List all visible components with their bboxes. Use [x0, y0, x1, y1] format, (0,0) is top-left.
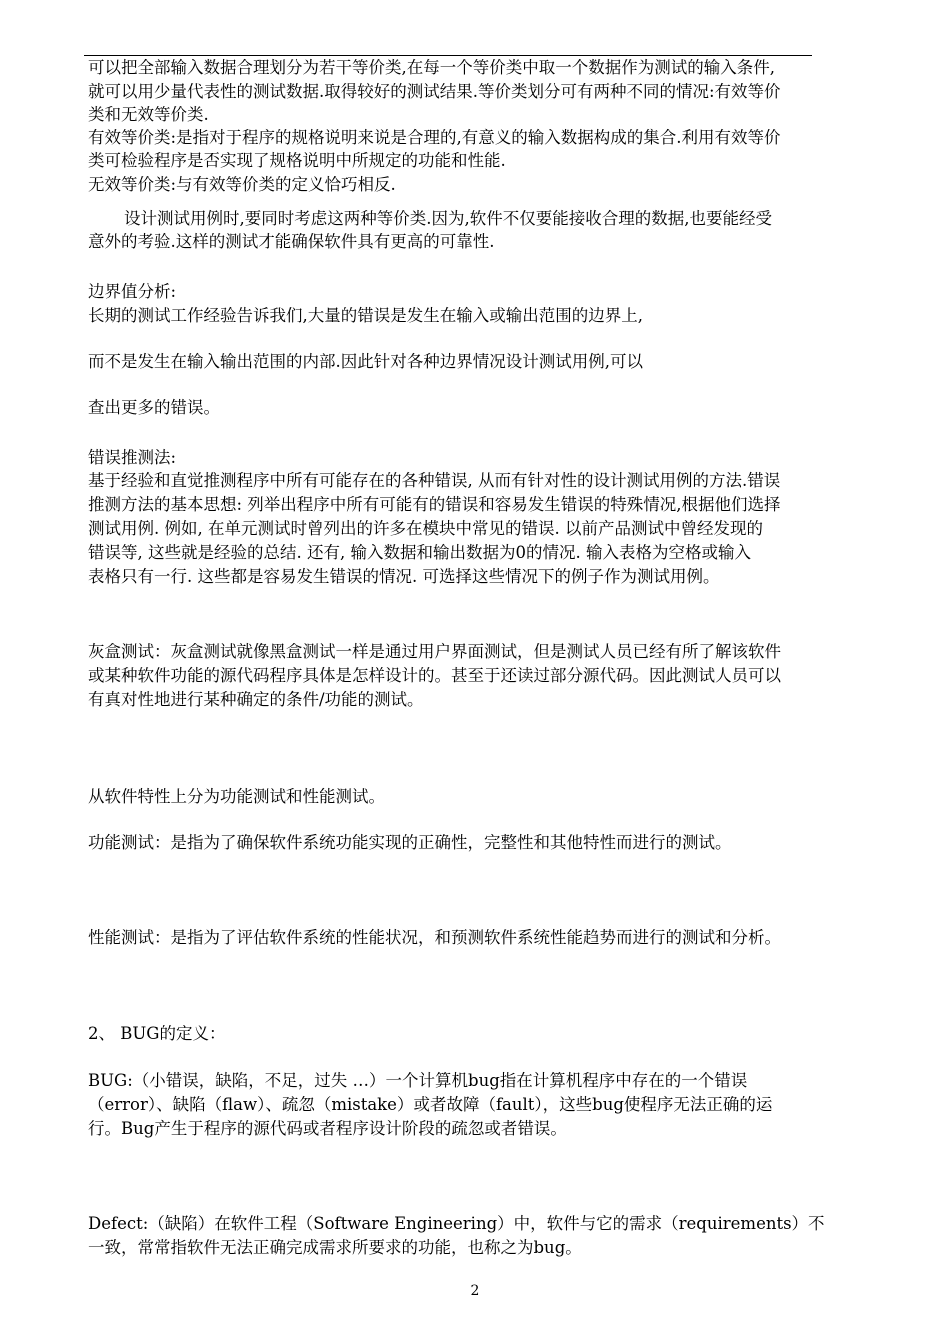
text-line: 灰盒测试：灰盒测试就像黑盒测试一样是通过用户界面测试，但是测试人员已经有所了解该软件: [88, 642, 781, 661]
text-line: 性能测试：是指为了评估软件系统的性能状况，和预测软件系统性能趋势而进行的测试和分析。: [88, 928, 781, 947]
text-line: 类和无效等价类.: [88, 105, 209, 124]
header-rule: [84, 55, 812, 56]
text-line: 从软件特性上分为功能测试和性能测试。: [88, 787, 385, 806]
text-line: 意外的考验.这样的测试才能确保软件具有更高的可靠性.: [88, 232, 495, 251]
text-line: 推测方法的基本思想: 列举出程序中所有可能有的错误和容易发生错误的特殊情况,根据他们选择: [88, 495, 781, 514]
text-line: 表格只有一行. 这些都是容易发生错误的情况. 可选择这些情况下的例子作为测试用例。: [88, 567, 720, 586]
text-line: （error）、缺陷（flaw）、疏忽（mistake）或者故障（fault），这些bug使程序无法正确的运: [88, 1095, 773, 1114]
text-line: 可以把全部输入数据合理划分为若干等价类,在每一个等价类中取一个数据作为测试的输入条件,: [88, 58, 775, 77]
text-line: 基于经验和直觉推测程序中所有可能存在的各种错误, 从而有针对性的设计测试用例的方法.错误: [88, 471, 781, 490]
section-heading: 错误推测法:: [88, 448, 177, 467]
page-number: 2: [470, 1283, 480, 1299]
section-heading: 2、 BUG的定义：: [88, 1024, 226, 1043]
text-line: 类可检验程序是否实现了规格说明中所规定的功能和性能.: [88, 151, 506, 170]
text-line: 错误等, 这些就是经验的总结. 还有, 输入数据和输出数据为0的情况. 输入表格为空格或输入: [88, 543, 751, 562]
text-line: 功能测试：是指为了确保软件系统功能实现的正确性，完整性和其他特性而进行的测试。: [88, 833, 732, 852]
text-line: 有效等价类:是指对于程序的规格说明来说是合理的,有意义的输入数据构成的集合.利用有效等价: [88, 128, 781, 147]
text-line: 一致，常常指软件无法正确完成需求所要求的功能，也称之为bug。: [88, 1238, 582, 1257]
text-line: 长期的测试工作经验告诉我们,大量的错误是发生在输入或输出范围的边界上,: [88, 306, 643, 325]
text-line: 查出更多的错误。: [88, 398, 220, 417]
text-line: 行。Bug产生于程序的源代码或者程序设计阶段的疏忽或者错误。: [88, 1119, 567, 1138]
text-line: 或某种软件功能的源代码程序具体是怎样设计的。甚至于还读过部分源代码。因此测试人员可以: [88, 666, 781, 685]
text-line: 有真对性地进行某种确定的条件/功能的测试。: [88, 690, 424, 709]
text-line: 无效等价类:与有效等价类的定义恰巧相反.: [88, 175, 396, 194]
text-line: Defect:（缺陷）在软件工程（Software Engineering）中，软件与它的需求（requirements）不: [88, 1214, 825, 1233]
text-line: 而不是发生在输入输出范围的内部.因此针对各种边界情况设计测试用例,可以: [88, 352, 643, 371]
text-line: 就可以用少量代表性的测试数据.取得较好的测试结果.等价类划分可有两种不同的情况:有效等价: [88, 82, 781, 101]
section-heading: 边界值分析:: [88, 282, 177, 301]
text-line: 设计测试用例时,要同时考虑这两种等价类.因为,软件不仅要能接收合理的数据,也要能经受: [124, 209, 772, 228]
text-line: 测试用例. 例如, 在单元测试时曾列出的许多在模块中常见的错误. 以前产品测试中曾经发现的: [88, 519, 763, 538]
text-line: BUG:（小错误，缺陷，不足，过失 …）一个计算机bug指在计算机程序中存在的一个错误: [88, 1071, 748, 1090]
